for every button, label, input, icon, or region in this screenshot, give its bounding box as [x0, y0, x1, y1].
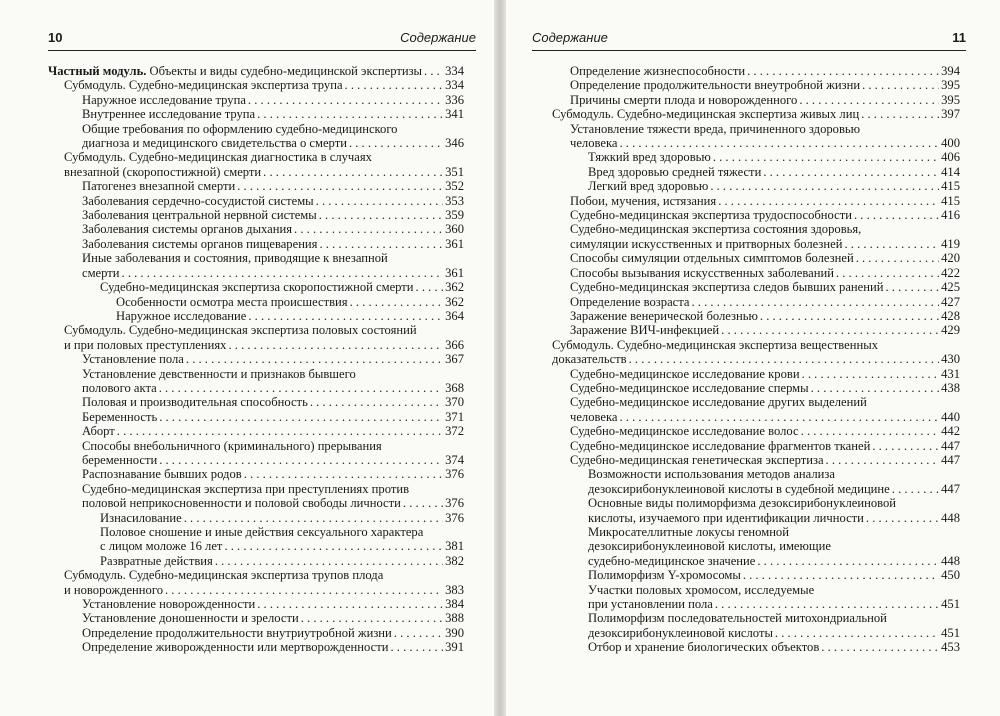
- toc-page-number: 353: [445, 193, 464, 208]
- toc-entry-title: Судебно-медицинское исследование спермы: [570, 380, 809, 395]
- toc-leader-dots: [350, 295, 444, 309]
- toc-leader-dots: [811, 381, 939, 395]
- toc-entry: [536, 338, 960, 367]
- toc-page-number: 346: [445, 136, 464, 151]
- header-rule: [532, 50, 966, 51]
- toc-entry: [536, 323, 960, 337]
- toc-page-number: 334: [445, 78, 464, 93]
- toc-entry-title: Беременность: [82, 409, 158, 424]
- toc-entry-title-line: Возможности использования методов анализа: [588, 467, 835, 482]
- toc-leader-dots: [892, 482, 939, 496]
- toc-leader-dots: [122, 266, 444, 280]
- toc-leader-dots: [747, 64, 939, 78]
- toc-leader-dots: [802, 367, 940, 381]
- toc-leader-dots: [799, 93, 939, 107]
- toc-leader-dots: [403, 496, 443, 510]
- toc-page-number: 406: [941, 150, 960, 165]
- toc-page-number: 448: [941, 510, 960, 525]
- toc-leader-dots: [715, 597, 939, 611]
- toc-entry-title-line: Полиморфизм последовательностей митохондриальной: [588, 611, 887, 626]
- toc-entry-title: Заболевания сердечно-сосудистой системы: [82, 193, 314, 208]
- toc-page-number: 428: [941, 308, 960, 323]
- toc-page-number: 364: [445, 308, 464, 323]
- toc-entry-title: Заболевания центральной нервной системы: [82, 208, 317, 223]
- toc-entry: [536, 208, 960, 222]
- toc-entry: [48, 323, 464, 352]
- toc-entry-title: кислоты, изучаемого при идентификации личности: [588, 510, 864, 525]
- toc-leader-dots: [416, 280, 444, 294]
- toc-entry-title: Определение продолжительности внеутробной жизни: [570, 78, 861, 93]
- toc-entry-title-line: Субмодуль. Судебно-медицинская экспертиза половых состояний: [64, 323, 417, 338]
- left-page-header: [48, 30, 476, 50]
- toc-page-number: 415: [941, 193, 960, 208]
- toc-page-number: 384: [445, 597, 464, 612]
- toc-entry-title-line: Судебно-медицинское исследование других выделений: [570, 395, 867, 410]
- toc-entry: [536, 583, 960, 612]
- toc-page-number: 362: [445, 280, 464, 295]
- toc-page-number: 391: [445, 640, 464, 655]
- toc-entry-title-line: Субмодуль. Судебно-медицинская диагностика в случаях: [64, 150, 372, 165]
- toc-entry-title: Заболевания системы органов дыхания: [82, 222, 293, 237]
- toc-entry-title: Субмодуль. Судебно-медицинская экспертиза трупа: [64, 78, 343, 93]
- toc-page-number: 447: [941, 452, 960, 467]
- toc-leader-dots: [316, 194, 443, 208]
- toc-page-number: 414: [941, 164, 960, 179]
- toc-leader-dots: [184, 511, 443, 525]
- toc-leader-dots: [248, 93, 443, 107]
- toc-page-number: 395: [941, 92, 960, 107]
- toc-leader-dots: [310, 395, 443, 409]
- toc-page-number: 362: [445, 294, 464, 309]
- toc-entry: [48, 295, 464, 309]
- toc-list-left: [48, 64, 464, 655]
- toc-entry-title: диагноза и медицинского свидетельства о смерти: [82, 136, 347, 151]
- toc-leader-dots: [854, 208, 939, 222]
- toc-leader-dots: [620, 410, 940, 424]
- toc-leader-dots: [872, 439, 939, 453]
- toc-entry: [536, 150, 960, 164]
- toc-entry-title: и новорожденного: [64, 582, 163, 597]
- toc-leader-dots: [760, 309, 939, 323]
- toc-entry-title: полового акта: [82, 380, 157, 395]
- toc-leader-dots: [844, 237, 939, 251]
- toc-page-number: 397: [941, 107, 960, 122]
- toc-entry: [536, 453, 960, 467]
- toc-page-number: 374: [445, 452, 464, 467]
- toc-page-number: 382: [445, 553, 464, 568]
- toc-page-number: 450: [941, 568, 960, 583]
- toc-entry-title: Судебно-медицинское исследование волос: [570, 424, 799, 439]
- running-title: Содержание: [532, 30, 608, 45]
- toc-leader-dots: [244, 467, 443, 481]
- toc-entry-title-line: Общие требования по оформлению судебно-медицинского: [82, 121, 398, 136]
- toc-entry-title: при установлении пола: [588, 597, 713, 612]
- toc-entry: [536, 165, 960, 179]
- toc-entry-title-line: Судебно-медицинская экспертиза состояния здоровья,: [570, 222, 862, 237]
- toc-page-number: 371: [445, 409, 464, 424]
- toc-page-number: 416: [941, 208, 960, 223]
- toc-leader-dots: [801, 424, 939, 438]
- toc-entry: [48, 93, 464, 107]
- toc-entry: [536, 64, 960, 78]
- toc-entry: [536, 107, 960, 121]
- toc-entry-title: Судебно-медицинская генетическая экспертиза: [570, 452, 824, 467]
- toc-list-right: [536, 64, 960, 655]
- toc-page-number: 361: [445, 265, 464, 280]
- toc-entry: [536, 525, 960, 568]
- toc-entry-title: человека: [570, 409, 618, 424]
- toc-page-number: 425: [941, 280, 960, 295]
- toc-entry: [536, 179, 960, 193]
- toc-entry: [48, 554, 464, 568]
- toc-entry-title-line: Участки половых хромосом, исследуемые: [588, 582, 815, 597]
- toc-page-number: 352: [445, 179, 464, 194]
- toc-leader-dots: [117, 424, 443, 438]
- right-page-header: [532, 30, 966, 50]
- toc-page-number: 390: [445, 625, 464, 640]
- toc-leader-dots: [629, 352, 939, 366]
- page-number: 11: [952, 30, 966, 45]
- toc-entry-title-line: Установление девственности и признаков бывшего: [82, 366, 356, 381]
- toc-entry: [48, 467, 464, 481]
- toc-entry: [536, 266, 960, 280]
- toc-entry: [48, 237, 464, 251]
- toc-page-number: 367: [445, 352, 464, 367]
- toc-entry: [536, 611, 960, 640]
- toc-leader-dots: [165, 583, 443, 597]
- toc-leader-dots: [319, 237, 443, 251]
- toc-page-number: 395: [941, 78, 960, 93]
- toc-entry-title-line: Субмодуль. Судебно-медицинская экспертиза трупов плода: [64, 568, 384, 583]
- toc-entry-title: Судебно-медицинская экспертиза следов бывших ранений: [570, 280, 884, 295]
- toc-entry-title: Развратные действия: [100, 553, 213, 568]
- toc-entry-title: Побои, мучения, истязания: [570, 193, 717, 208]
- toc-entry-title-line: Способы внебольничного (криминального) прерывания: [82, 438, 382, 453]
- toc-page-number: 394: [941, 64, 960, 78]
- toc-entry: [536, 280, 960, 294]
- toc-entry: [48, 179, 464, 193]
- toc-entry: [48, 78, 464, 92]
- toc-leader-dots: [186, 352, 443, 366]
- toc-entry: [48, 439, 464, 468]
- toc-leader-dots: [390, 640, 443, 654]
- toc-page-number: 361: [445, 236, 464, 251]
- right-page: [506, 0, 1000, 716]
- toc-entry: [48, 410, 464, 424]
- toc-entry-title: Вред здоровью средней тяжести: [588, 164, 762, 179]
- toc-entry: [48, 150, 464, 179]
- toc-entry-title: Заболевания системы органов пищеварения: [82, 236, 318, 251]
- toc-page-number: 372: [445, 424, 464, 439]
- toc-entry: [536, 367, 960, 381]
- toc-entry-title: Отбор и хранение биологических объектов: [588, 640, 820, 655]
- toc-entry: [48, 395, 464, 409]
- toc-entry: [536, 295, 960, 309]
- toc-entry-title-line: дезоксирибонуклеиновой кислоты, имеющие: [588, 539, 831, 554]
- toc-entry: [536, 251, 960, 265]
- toc-page-number: 400: [941, 136, 960, 151]
- toc-page-number: 431: [941, 366, 960, 381]
- toc-leader-dots: [821, 640, 939, 654]
- toc-entry-title: Определение возраста: [570, 294, 690, 309]
- toc-entry: [48, 309, 464, 323]
- toc-leader-dots: [319, 208, 443, 222]
- toc-entry: [48, 568, 464, 597]
- toc-entry-title: Наружное исследование трупа: [82, 92, 246, 107]
- toc-entry: [536, 194, 960, 208]
- toc-page-number: 429: [941, 323, 960, 338]
- toc-leader-dots: [224, 539, 443, 553]
- toc-entry-title: дезоксирибонуклеиновой кислоты: [588, 625, 773, 640]
- toc-entry-title: с лицом моложе 16 лет: [100, 539, 223, 554]
- toc-leader-dots: [721, 323, 939, 337]
- toc-entry-title: Судебно-медицинская экспертиза трудоспособности: [570, 208, 852, 223]
- toc-leader-dots: [620, 136, 940, 150]
- toc-entry-title-line: Основные виды полиморфизма дезоксирибонуклеиновой: [588, 496, 897, 511]
- toc-entry: [48, 251, 464, 280]
- toc-page-number: 453: [941, 640, 960, 655]
- toc-page-number: 451: [941, 625, 960, 640]
- toc-leader-dots: [710, 179, 939, 193]
- toc-page-number: 368: [445, 380, 464, 395]
- toc-entry-title: Заражение венерической болезнью: [570, 308, 758, 323]
- toc-page-number: 415: [941, 179, 960, 194]
- toc-entry: [48, 367, 464, 396]
- toc-leader-dots: [866, 511, 939, 525]
- toc-entry-title: беременности: [82, 452, 158, 467]
- toc-entry: [48, 511, 464, 525]
- toc-entry-title: Установление пола: [82, 352, 184, 367]
- toc-entry: [48, 611, 464, 625]
- toc-leader-dots: [424, 64, 443, 78]
- toc-entry: [48, 107, 464, 121]
- toc-entry-title: Наружное исследование: [116, 308, 247, 323]
- toc-page-number: 376: [445, 467, 464, 482]
- toc-page-number: 341: [445, 107, 464, 122]
- toc-page-number: 366: [445, 337, 464, 352]
- toc-entry: [536, 395, 960, 424]
- toc-entry-title: Определение живорожденности или мертворожденности: [82, 640, 389, 655]
- toc-leader-dots: [757, 554, 939, 568]
- toc-entry: [536, 381, 960, 395]
- toc-page-number: 422: [941, 265, 960, 280]
- toc-entry-title: Судебно-медицинское исследование крови: [570, 366, 800, 381]
- toc-entry-title: Судебно-медицинское исследование фрагментов тканей: [570, 438, 871, 453]
- toc-page-number: 388: [445, 611, 464, 626]
- toc-entry-title-line: Установление тяжести вреда, причиненного здоровью: [570, 121, 861, 136]
- toc-page-number: 420: [941, 251, 960, 266]
- toc-leader-dots: [215, 554, 443, 568]
- toc-leader-dots: [743, 568, 939, 582]
- toc-page-number: 376: [445, 496, 464, 511]
- toc-entry-title: Частный модуль. Объекты и виды судебно-медицинской экспертизы: [48, 64, 423, 78]
- toc-page-number: 448: [941, 553, 960, 568]
- toc-entry-title: Установление доношенности и зрелости: [82, 611, 299, 626]
- toc-entry: [536, 496, 960, 525]
- toc-leader-dots: [692, 295, 940, 309]
- toc-entry-title: Тяжкий вред здоровью: [588, 150, 711, 165]
- toc-entry: [48, 525, 464, 554]
- toc-leader-dots: [301, 611, 443, 625]
- toc-entry: [48, 424, 464, 438]
- toc-entry-title: Изнасилование: [100, 510, 182, 525]
- toc-leader-dots: [713, 150, 939, 164]
- toc-page-number: 351: [445, 164, 464, 179]
- toc-page-number: 360: [445, 222, 464, 237]
- toc-entry-title: Патогенез внезапной смерти: [82, 179, 236, 194]
- toc-entry-title: Заражение ВИЧ-инфекцией: [570, 323, 720, 338]
- toc-entry-title: Судебно-медицинская экспертиза скоропостижной смерти: [100, 280, 414, 295]
- toc-entry-title: половой неприкосновенности и половой свободы личности: [82, 496, 401, 511]
- toc-entry: [536, 439, 960, 453]
- toc-leader-dots: [826, 453, 940, 467]
- toc-leader-dots: [159, 381, 443, 395]
- toc-leader-dots: [257, 107, 443, 121]
- toc-entry: [536, 222, 960, 251]
- toc-page-number: 447: [941, 438, 960, 453]
- toc-leader-dots: [856, 251, 939, 265]
- toc-leader-dots: [349, 136, 443, 150]
- toc-entry-title-line: Половое сношение и иные действия сексуального характера: [100, 525, 424, 539]
- toc-entry-title: доказательств: [552, 352, 627, 367]
- toc-leader-dots: [263, 165, 443, 179]
- toc-entry-title-line: Микросателлитные локусы геномной: [588, 525, 789, 539]
- book-gutter: [494, 0, 506, 716]
- toc-page-number: 334: [445, 64, 464, 78]
- toc-entry-title: Способы вызывания искусственных заболеваний: [570, 265, 834, 280]
- toc-page-number: 383: [445, 582, 464, 597]
- toc-entry-title: Субмодуль. Судебно-медицинская экспертиза живых лиц: [552, 107, 860, 122]
- toc-entry: [536, 424, 960, 438]
- toc-entry: [48, 352, 464, 366]
- toc-leader-dots: [237, 179, 443, 193]
- toc-entry: [48, 626, 464, 640]
- toc-entry: [536, 467, 960, 496]
- toc-entry-title: Определение жизнеспособности: [570, 64, 746, 78]
- toc-leader-dots: [885, 280, 939, 294]
- toc-page-number: 336: [445, 92, 464, 107]
- toc-entry-title: смерти: [82, 265, 120, 280]
- toc-entry-title: внезапной (скоропостижной) смерти: [64, 164, 262, 179]
- toc-entry-title: Внутреннее исследование трупа: [82, 107, 256, 122]
- toc-entry-title: человека: [570, 136, 618, 151]
- toc-leader-dots: [257, 597, 443, 611]
- toc-entry-title-line: Субмодуль. Судебно-медицинская экспертиза вещественных: [552, 337, 878, 352]
- toc-entry: [536, 78, 960, 92]
- toc-entry-title: Распознавание бывших родов: [82, 467, 242, 482]
- toc-entry-title: Причины смерти плода и новорожденного: [570, 92, 798, 107]
- toc-leader-dots: [345, 78, 444, 92]
- toc-entry-title: Легкий вред здоровью: [588, 179, 709, 194]
- toc-page-number: 430: [941, 352, 960, 367]
- toc-leader-dots: [159, 453, 443, 467]
- toc-entry-title: Способы симуляции отдельных симптомов болезней: [570, 251, 854, 266]
- toc-entry-title: Полиморфизм Y-хромосомы: [588, 568, 741, 583]
- toc-entry: [48, 597, 464, 611]
- toc-leader-dots: [775, 626, 939, 640]
- toc-leader-dots: [248, 309, 443, 323]
- toc-entry: [48, 482, 464, 511]
- toc-entry: [536, 309, 960, 323]
- toc-entry: [536, 93, 960, 107]
- toc-entry: [48, 640, 464, 654]
- toc-entry: [48, 280, 464, 294]
- toc-entry: [48, 208, 464, 222]
- toc-entry: [536, 568, 960, 582]
- toc-entry-title: Установление новорожденности: [82, 597, 256, 612]
- toc-leader-dots: [394, 626, 443, 640]
- toc-leader-dots: [836, 266, 939, 280]
- toc-entry-title: Особенности осмотра места происшествия: [116, 294, 348, 309]
- toc-page-number: 438: [941, 380, 960, 395]
- toc-entry-title: дезоксирибонуклеиновой кислоты в судебной медицине: [588, 481, 890, 496]
- toc-page-number: 451: [941, 597, 960, 612]
- toc-entry-title-line: Судебно-медицинская экспертиза при преступлениях против: [82, 481, 410, 496]
- toc-entry-title: и при половых преступлениях: [64, 337, 227, 352]
- toc-entry: [48, 122, 464, 151]
- toc-page-number: 440: [941, 409, 960, 424]
- toc-entry: [536, 640, 960, 654]
- toc-page-number: 370: [445, 395, 464, 410]
- toc-leader-dots: [718, 194, 939, 208]
- toc-entry: [48, 222, 464, 236]
- toc-leader-dots: [294, 222, 443, 236]
- toc-page-number: 447: [941, 481, 960, 496]
- header-rule: [48, 50, 476, 51]
- toc-entry: [48, 64, 464, 78]
- page-number: 10: [48, 30, 63, 45]
- toc-leader-dots: [228, 338, 443, 352]
- toc-entry: [48, 194, 464, 208]
- toc-page-number: 419: [941, 236, 960, 251]
- toc-page-number: 442: [941, 424, 960, 439]
- toc-entry-title: Определение продолжительности внутриутробной жизни: [82, 625, 392, 640]
- toc-entry-title: Аборт: [82, 424, 115, 439]
- toc-entry-bold-label: Частный модуль.: [48, 64, 147, 78]
- left-page: [0, 0, 494, 716]
- toc-entry-title: судебно-медицинское значение: [588, 553, 756, 568]
- toc-leader-dots: [861, 107, 939, 121]
- toc-entry-title: Половая и производительная способность: [82, 395, 308, 410]
- toc-page-number: 376: [445, 510, 464, 525]
- toc-page-number: 381: [445, 539, 464, 554]
- toc-page-number: 427: [941, 294, 960, 309]
- toc-leader-dots: [862, 78, 939, 92]
- running-title: Содержание: [400, 30, 476, 45]
- toc-entry-title-line: Иные заболевания и состояния, приводящие к внезапной: [82, 251, 388, 266]
- toc-leader-dots: [159, 410, 443, 424]
- toc-entry-title: симуляции искусственных и притворных болезней: [570, 236, 843, 251]
- toc-entry: [536, 122, 960, 151]
- toc-leader-dots: [763, 165, 939, 179]
- toc-page-number: 359: [445, 208, 464, 223]
